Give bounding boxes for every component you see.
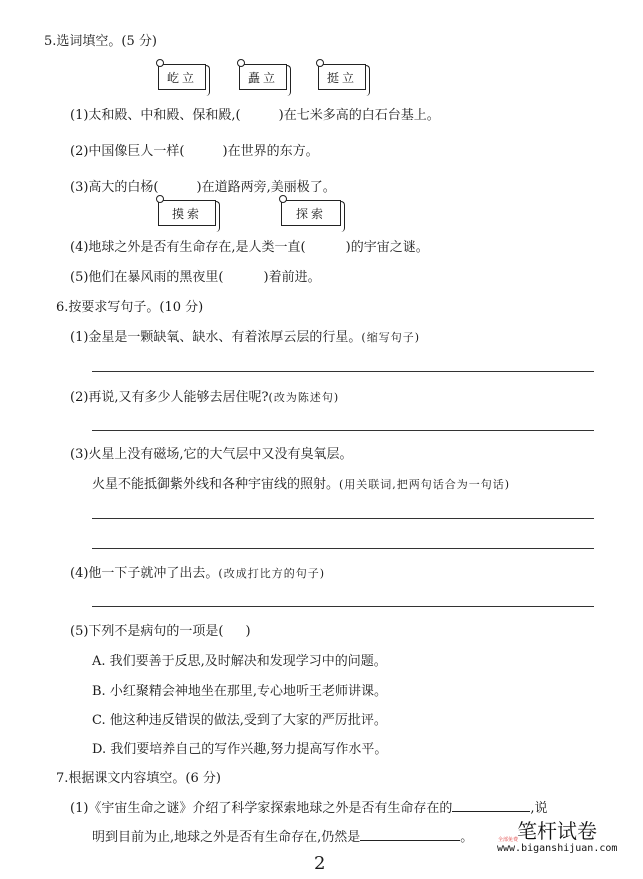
q5-item-5: [70, 266, 321, 285]
q5-title: 5.选词填空。(5 分): [44, 34, 157, 49]
q6-item-3-hint: (用关联词,把两句话合为一句话): [339, 478, 511, 491]
q6-item-3-line2: [92, 473, 510, 492]
word-scroll-2: 矗立: [239, 64, 287, 90]
watermark-title: 笔杆试卷: [517, 819, 597, 843]
q5-item-2: [70, 140, 319, 159]
q5-item-1-after: )在七米多高的白石台基上。: [278, 108, 440, 123]
answer-line-4[interactable]: [92, 606, 594, 607]
word-scroll-3: 挺立: [318, 64, 366, 90]
q5-item-1-before: (1)太和殿、中和殿、保和殿,(: [70, 108, 241, 123]
q7-title: 7.根据课文内容填空。(6 分): [56, 771, 221, 786]
q5-item-3: [70, 176, 336, 195]
q6-item-5-text: (5)下列不是病句的一项是(: [70, 624, 224, 639]
q7-item-1-line1-before: (1)《宇宙生命之谜》介绍了科学家探索地球之外是否有生命存在的: [70, 801, 453, 816]
q6-item-2-text: (2)再说,又有多少人能够去居住呢?: [70, 390, 269, 405]
watermark-url: www.biganshijuan.com: [497, 843, 618, 854]
q5-item-4-before: (4)地球之外是否有生命存在,是人类一直(: [70, 240, 306, 255]
q5-item-4-after: )的宇宙之谜。: [345, 240, 429, 255]
q5-item-3-after: )在道路两旁,美丽极了。: [196, 180, 336, 195]
q5-item-4: [70, 236, 429, 255]
q6-item-2: [70, 386, 339, 405]
option-c: C. 他这种违反错误的做法,受到了大家的严厉批评。: [92, 713, 387, 728]
q7-item-1-line1-after: ,说: [530, 801, 548, 816]
q6-item-5-close: ): [245, 624, 251, 639]
q5-item-2-after: )在世界的东方。: [222, 144, 319, 159]
watermark-red-tag: 全部免费: [498, 837, 519, 843]
q6-item-1-text: (1)金星是一颗缺氧、缺水、有着浓厚云层的行星。: [70, 330, 362, 345]
answer-line-1[interactable]: [92, 371, 594, 372]
q6-title: 6.按要求写句子。(10 分): [56, 300, 204, 315]
q7-item-1-line2: [92, 826, 473, 845]
answer-blank[interactable]: [452, 797, 530, 812]
q6-item-1-hint: (缩写句子): [361, 331, 421, 344]
word-scroll-1: 屹立: [158, 64, 206, 90]
answer-line-3a[interactable]: [92, 518, 594, 519]
q6-item-4-hint: (改成打比方的句子): [218, 567, 326, 580]
q6-item-5: [70, 620, 251, 639]
option-d: D. 我们要培养自己的写作兴趣,努力提高写作水平。: [92, 742, 388, 757]
answer-line-3b[interactable]: [92, 548, 594, 549]
q5-item-5-after: )着前进。: [263, 270, 321, 285]
q6-item-2-hint: (改为陈述句): [268, 391, 340, 404]
q6-item-1: [70, 326, 420, 345]
answer-blank[interactable]: [360, 826, 460, 841]
q7-item-1-line2-before: 明到目前为止,地球之外是否有生命存在,仍然是: [92, 830, 361, 845]
q5-item-3-before: (3)高大的白杨(: [70, 180, 159, 195]
q5-item-2-before: (2)中国像巨人一样(: [70, 144, 185, 159]
q6-item-4: [70, 562, 325, 581]
q6-item-4-text: (4)他一下子就冲了出去。: [70, 566, 219, 581]
option-b: B. 小红聚精会神地坐在那里,专心地听王老师讲课。: [92, 684, 387, 699]
q5-item-5-before: (5)他们在暴风雨的黑夜里(: [70, 270, 224, 285]
page-number: 2: [314, 853, 326, 874]
word-scroll-5: 探索: [281, 200, 341, 226]
word-scroll-4: 摸索: [158, 200, 216, 226]
q5-item-1: [70, 104, 440, 123]
answer-line-2[interactable]: [92, 430, 594, 431]
q6-item-3-line2-text: 火星不能抵御紫外线和各种宇宙线的照射。: [92, 477, 340, 492]
option-a: A. 我们要善于反思,及时解决和发现学习中的问题。: [92, 654, 387, 669]
q7-item-1-line2-after: 。: [460, 830, 474, 845]
q6-item-3-line1: (3)火星上没有磁场,它的大气层中又没有臭氧层。: [70, 447, 353, 462]
q7-item-1-line1: [70, 797, 548, 816]
